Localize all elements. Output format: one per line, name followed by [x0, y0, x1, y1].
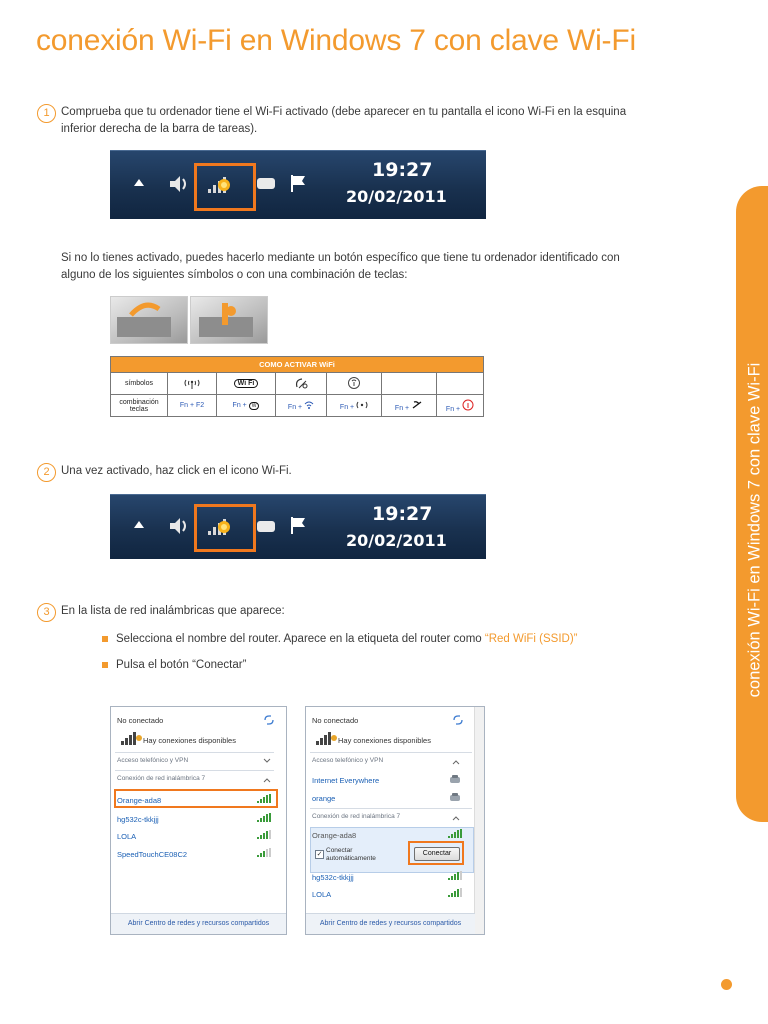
available-connections: Hay conexiones disponibles	[143, 736, 236, 745]
network-item[interactable]: LOLA	[117, 832, 137, 841]
action-center-flag-icon	[288, 173, 308, 193]
network-list-panel-right	[305, 706, 485, 935]
bullet-2-text: Pulsa el botón “Conectar”	[116, 659, 247, 671]
connect-button[interactable]: Conectar	[414, 847, 460, 861]
connection-status: No conectado	[312, 716, 359, 725]
vpn-item[interactable]: Internet Everywhere	[312, 776, 380, 785]
section-vpn[interactable]: Acceso telefónico y VPN	[117, 757, 189, 764]
signal-strength-icon	[257, 813, 271, 822]
network-item[interactable]: hg532c-tkkjjj	[117, 815, 159, 824]
signal-bars-icon	[121, 731, 143, 745]
signal-bars-icon	[316, 731, 338, 745]
battery-icon	[257, 178, 275, 189]
clock-time: 19:27	[372, 503, 433, 525]
bullet-marker	[102, 662, 108, 668]
step-3-text: En la lista de red inalámbricas que aparece:	[61, 605, 285, 617]
signal-strength-icon	[257, 830, 271, 839]
clock-date: 20/02/2011	[346, 531, 447, 550]
taskbar-screenshot-2	[110, 494, 486, 559]
wifi-activation-table	[110, 356, 484, 417]
wifi-key-icon: W	[249, 402, 260, 410]
taskbar-screenshot-1	[110, 150, 486, 219]
section-vpn[interactable]: Acceso telefónico y VPN	[312, 757, 384, 764]
wifi-icon-highlight	[194, 163, 256, 211]
wifi-badge: Wi Fi	[234, 379, 259, 388]
bullet-marker	[102, 636, 108, 642]
action-center-flag-icon	[288, 515, 308, 535]
side-tab-label: conexión Wi-Fi en Windows 7 con clave Wi-Fi	[745, 362, 764, 698]
signal-strength-icon	[448, 871, 462, 880]
combination-label: combinación teclas	[111, 395, 168, 417]
section-wireless[interactable]: Conexión de red inalámbrica 7	[117, 775, 206, 782]
clock-date: 20/02/2011	[346, 187, 447, 206]
connect-button-highlight	[408, 841, 464, 865]
step-1-text: Comprueba que tu ordenador tiene el Wi-Fi activado (debe aparecer en tu pantalla el icono Wi-Fi en la esquina inferior derecha de la barra de tareas).	[61, 106, 627, 135]
signal-strength-icon	[448, 829, 462, 838]
refresh-icon[interactable]	[263, 715, 275, 725]
step-3-number: 3	[37, 603, 56, 622]
bullet-1	[116, 631, 656, 648]
clock-time: 19:27	[372, 159, 433, 181]
combo-fn-signal: Fn +	[287, 403, 303, 411]
signal-strength-icon	[257, 848, 271, 857]
combo-fn-satellite: Fn +	[394, 404, 410, 412]
step-1-number: 1	[37, 104, 56, 123]
chevron-up-icon	[452, 815, 460, 821]
phone-connection-icon	[449, 792, 461, 802]
radio-waves-icon	[356, 401, 368, 409]
battery-icon	[257, 521, 275, 532]
phone-connection-icon	[449, 774, 461, 784]
available-connections: Hay conexiones disponibles	[338, 736, 431, 745]
page-title: conexión Wi-Fi en Windows 7 con clave Wi-Fi	[36, 24, 636, 57]
show-hidden-icons-icon	[134, 521, 144, 529]
keyboard-photo-1	[110, 296, 188, 344]
antenna-symbol-icon	[168, 373, 217, 395]
step-2-text: Una vez activado, haz click en el icono Wi-Fi.	[61, 465, 292, 477]
network-item[interactable]: LOLA	[312, 890, 332, 899]
refresh-icon[interactable]	[452, 715, 464, 725]
open-network-center-link[interactable]: Abrir Centro de redes y recursos compartidos	[306, 913, 475, 934]
symbols-label: símbolos	[111, 373, 168, 395]
scrollbar[interactable]	[474, 707, 484, 934]
network-list-panel-left	[110, 706, 287, 935]
connection-status: No conectado	[117, 716, 164, 725]
auto-connect-label: Conectar automáticamente	[326, 847, 376, 862]
satellite-key-icon	[411, 400, 423, 410]
activation-note: Si no lo tienes activado, puedes hacerlo mediante un botón específico que tiene tu ordenador identificado con alguno de los siguientes símbolos o con una combinación de teclas:	[61, 252, 620, 281]
selected-network-name[interactable]: Orange-ada8	[312, 831, 357, 840]
circle-antenna-symbol-icon	[327, 373, 382, 395]
network-item[interactable]: SpeedTouchCE08C2	[117, 850, 188, 859]
network-item[interactable]: Orange-ada8	[117, 796, 162, 805]
table-header: COMO ACTIVAR WiFi	[111, 357, 484, 373]
wifi-waves-icon	[304, 401, 314, 409]
keyboard-photo-2	[190, 296, 268, 344]
bullet-1-text: Selecciona el nombre del router. Aparece en la etiqueta del router como	[116, 633, 485, 645]
signal-strength-icon	[448, 888, 462, 897]
chevron-down-icon	[263, 758, 271, 764]
chevron-up-icon	[263, 777, 271, 783]
satellite-symbol-icon	[276, 373, 327, 395]
selected-network-highlight	[114, 789, 278, 808]
network-item[interactable]: hg532c-tkkjjj	[312, 873, 354, 882]
combo-fn-antenna: Fn +	[339, 403, 355, 411]
speaker-icon	[168, 515, 190, 537]
open-network-center-link[interactable]: Abrir Centro de redes y recursos compartidos	[111, 913, 286, 934]
combo-fn-wifi: Fn +	[232, 401, 247, 409]
page-marker	[721, 979, 732, 990]
step-2-number: 2	[37, 463, 56, 482]
combo-fn-red-antenna: Fn +	[445, 405, 461, 413]
combo-fn-f2: Fn + F2	[179, 402, 205, 409]
wifi-icon-highlight	[194, 504, 256, 552]
red-antenna-icon	[462, 399, 474, 411]
speaker-icon	[168, 173, 190, 195]
chevron-up-icon	[452, 759, 460, 765]
auto-connect-checkbox[interactable]: ✓	[316, 851, 323, 858]
show-hidden-icons-icon	[134, 179, 144, 187]
section-wireless[interactable]: Conexión de red inalámbrica 7	[312, 813, 401, 820]
vpn-item[interactable]: orange	[312, 794, 336, 803]
ssid-highlight: “Red WiFi (SSID)”	[484, 633, 578, 645]
